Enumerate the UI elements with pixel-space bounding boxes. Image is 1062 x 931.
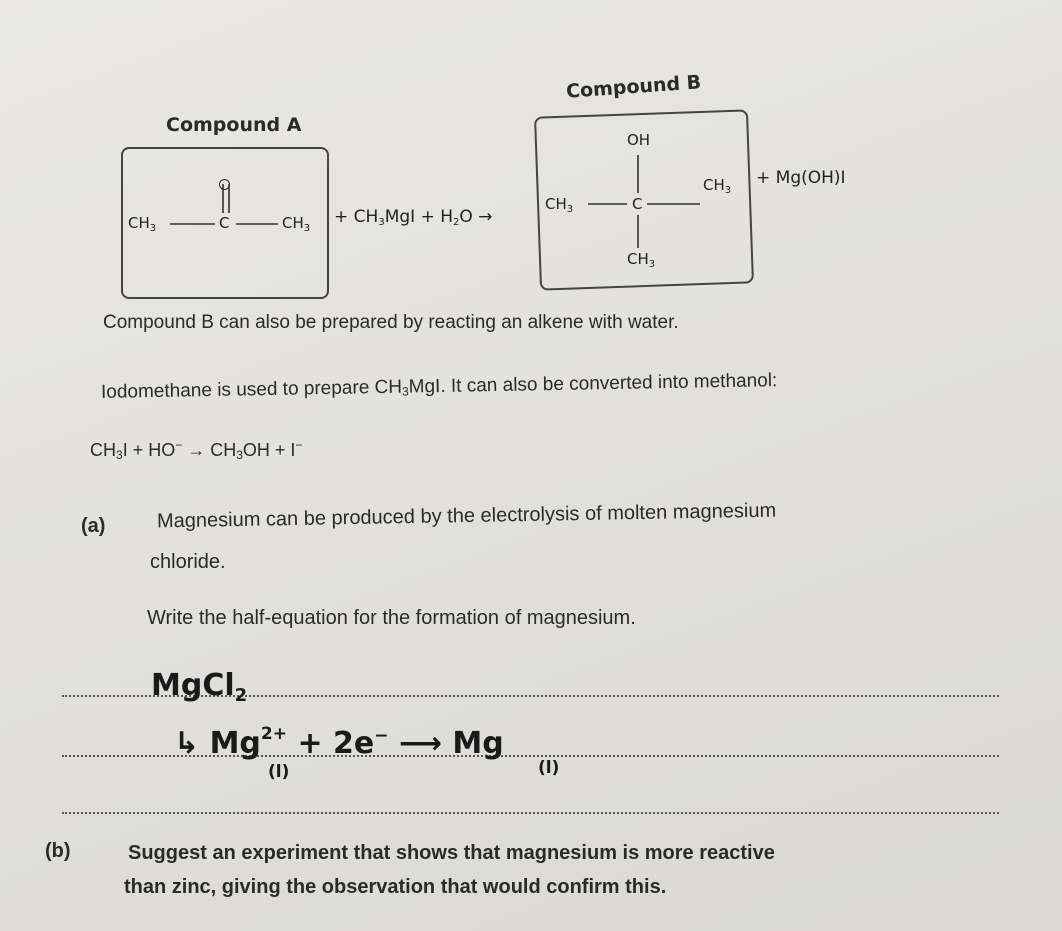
answer-state-left: (l): [268, 762, 290, 782]
answer-state-right: (l): [538, 758, 560, 778]
compound-b-oh: OH: [627, 131, 651, 149]
compound-a-left-ch3: $CH_3$: [128, 214, 157, 234]
iodomethane-note: Iodomethane is used to prepare $CH_3MgI$. It can also be converted into methanol:: [100, 370, 778, 403]
compound-a-oxygen: [219, 166, 230, 190]
compound-a-carbon: C: [219, 214, 230, 232]
question-a-instruction: Write the half-equation for the formation of magnesium.: [147, 607, 636, 629]
alkene-note: Compound B can also be prepared by reacting an alkene with water.: [103, 312, 679, 333]
question-a-line2: chloride.: [150, 551, 226, 573]
compound-b-bottom-ch3: $CH_3$: [627, 250, 656, 270]
compound-b-label: Compound B: [565, 71, 702, 103]
compound-b-byproduct: + Mg(OH)I: [756, 168, 846, 188]
question-b-line2: than zinc, giving the observation that would confirm this.: [124, 876, 667, 898]
compound-b-left-ch3: $CH_3$: [545, 195, 574, 215]
compound-a-right-ch3: $CH_3$: [282, 214, 311, 234]
answer-line-3[interactable]: [62, 812, 999, 814]
compound-b-carbon: C: [632, 195, 643, 213]
question-b-line1: Suggest an experiment that shows that magnesium is more reactive: [128, 842, 775, 864]
compound-b-right-ch3: $CH_3$: [703, 176, 732, 196]
compound-a-oxygen-symbol: [219, 179, 230, 190]
question-a-line1: Magnesium can be produced by the electrolysis of molten magnesium: [156, 499, 777, 533]
answer-half-equation: ↳ $Mg^{2+} + 2e^-$ ⟶ Mg: [174, 724, 504, 761]
answer-mgcl2: MgCl$_2$: [151, 668, 248, 706]
reaction-reagents: + $CH_3MgI + H_2O$ →: [334, 207, 493, 228]
question-a-number: (a): [81, 515, 106, 537]
compound-a-label: Compound A: [166, 114, 302, 136]
methanol-equation: $CH_3I + HO^- \to CH_3OH + I^-$: [90, 438, 303, 462]
question-b-number: (b): [45, 840, 71, 862]
